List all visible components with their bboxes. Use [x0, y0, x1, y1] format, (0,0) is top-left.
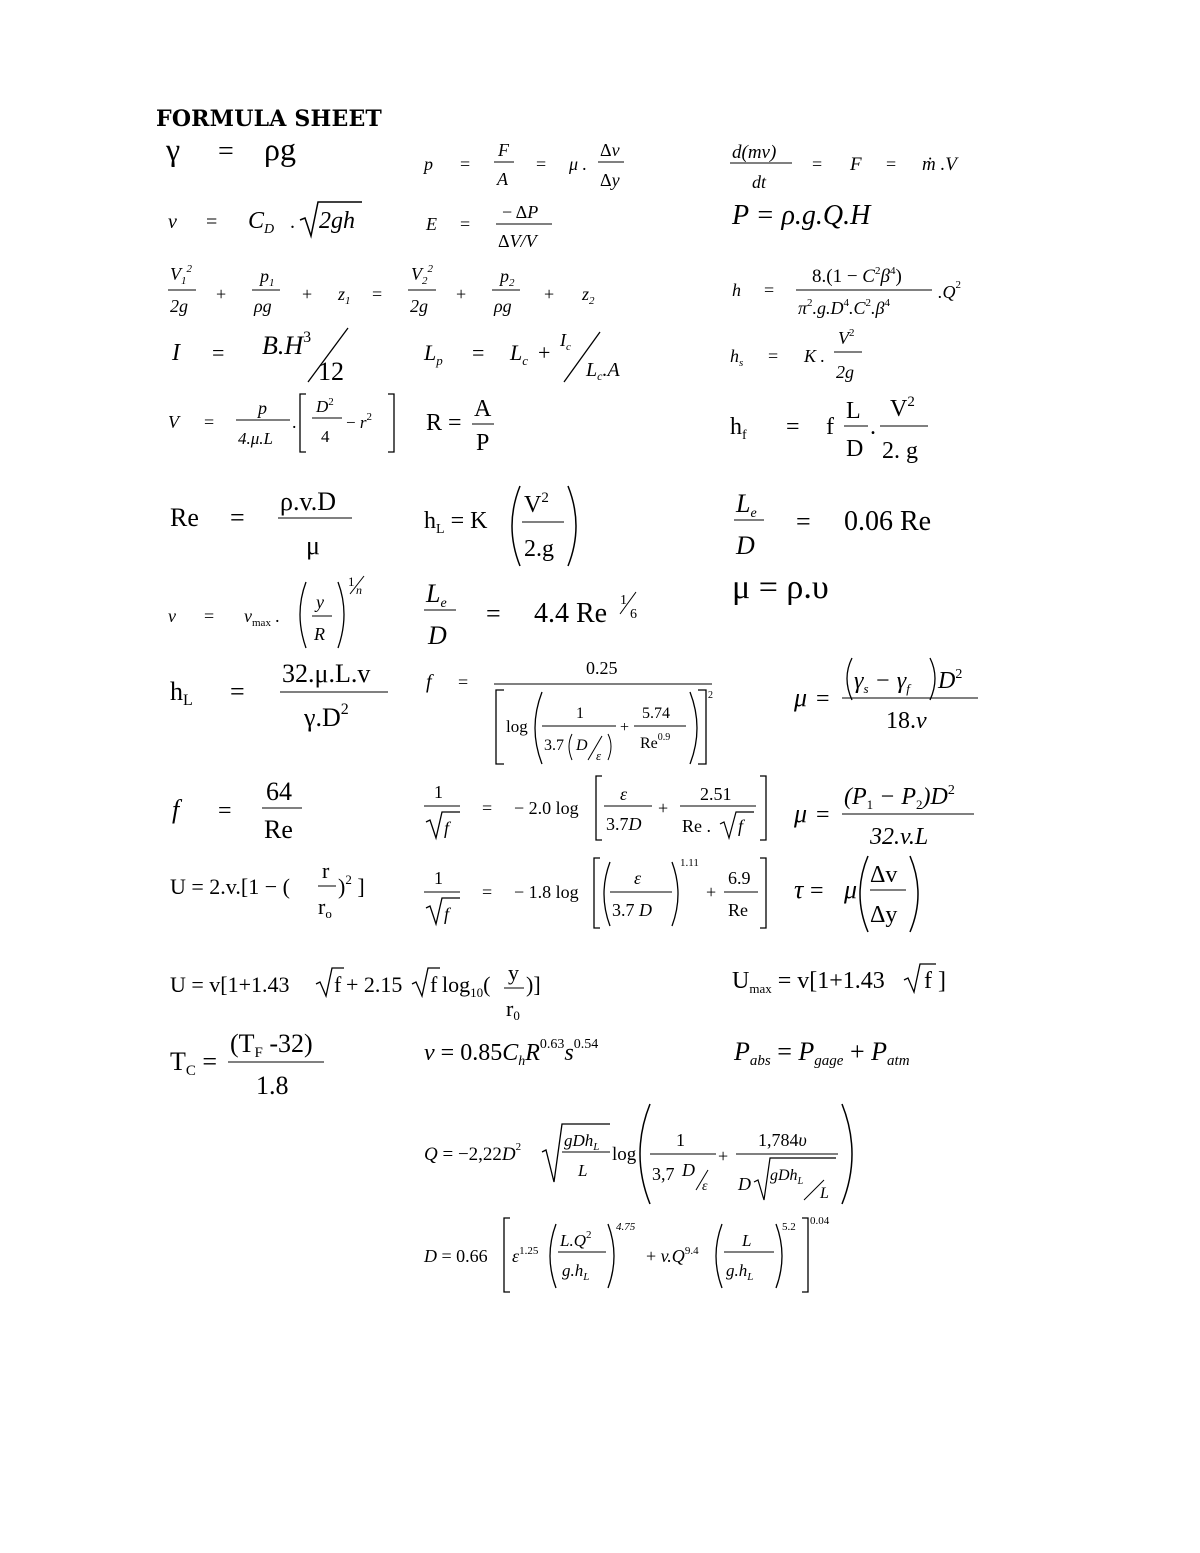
svg-text:D: D: [846, 436, 864, 462]
svg-text:f: f: [738, 816, 744, 836]
svg-text:32.v.L: 32.v.L: [870, 824, 929, 850]
svg-text:Umax = v[1+1.43: $U_{max} = v[1+1.43$: [732, 968, 885, 996]
svg-text:=: =: [786, 414, 800, 440]
svg-text:Lc: $L_c$: [510, 340, 529, 368]
formula-venturi-head: [730, 258, 990, 324]
page-title: FORMULA SHEET: [156, 106, 382, 132]
svg-text:f: f: [444, 904, 450, 924]
svg-text:.: .: [870, 414, 876, 440]
svg-text:=: =: [218, 136, 234, 167]
svg-text:V2: $V^2$: [524, 490, 549, 518]
svg-text:1.11: 1.11: [680, 857, 699, 869]
svg-text:=: =: [486, 599, 501, 628]
svg-text:=: =: [206, 211, 218, 233]
svg-text:μ: μ: [306, 531, 320, 560]
svg-text:+: +: [544, 284, 555, 304]
formula-colebrook: [424, 772, 784, 846]
formula-temperature-conversion: [170, 1024, 340, 1100]
svg-text:vmax .: $v_{max}$ .: [244, 606, 280, 629]
formula-capillary-viscometer: [794, 776, 994, 852]
formula-haaland: [424, 852, 784, 932]
formula-power-law-profile: [166, 570, 386, 650]
svg-text:D: D: [428, 621, 447, 650]
svg-text:Lc.A: $L_c.A$: [586, 359, 620, 383]
formula-darcy-weisbach: [730, 392, 950, 466]
svg-text:Δy: Δy: [870, 902, 898, 928]
formula-reynolds-number: [170, 482, 370, 562]
svg-text:Δv: Δv: [600, 140, 620, 160]
svg-text:=: =: [458, 672, 469, 692]
svg-text:Re: Re: [264, 815, 293, 844]
svg-text:)2 ]: )$^2$ ]: [338, 872, 365, 899]
svg-text:L: L: [846, 398, 861, 424]
formula-swamee-jain-discharge: [424, 1100, 864, 1210]
svg-text:γs − γf: $\gamma_s - \gamma_f$: [854, 668, 910, 696]
svg-text:v = 0.85ChR0.63s0.54: $v = 0.85C_hR^{0.63}s^{0.54}$: [424, 1037, 599, 1069]
svg-text:V22: $V_2^2$: [411, 263, 433, 287]
svg-text:=: =: [810, 878, 824, 904]
svg-text:3,7: 3,7: [652, 1164, 675, 1184]
svg-text:Lp: $L_p$: [424, 340, 443, 368]
formula-newton-viscosity-law: [794, 852, 944, 936]
formula-minor-loss-k: [424, 482, 594, 572]
svg-text:− 1.8 log: − 1.8 log: [514, 882, 579, 902]
svg-text:p1: $p_1$: [260, 266, 275, 289]
svg-text:ρg: ρg: [494, 296, 512, 316]
svg-text:F: F: [850, 154, 862, 175]
svg-text:r: r: [322, 858, 330, 883]
formula-turbulent-entrance-length: [424, 576, 654, 652]
svg-text:Ic: $I_c$: [560, 330, 571, 353]
svg-text:− r2: − $r^2$: [346, 411, 372, 432]
svg-text:Le: Le: [426, 579, 447, 611]
svg-text:ρg: ρg: [264, 131, 296, 167]
svg-text:A: A: [497, 169, 508, 189]
svg-text:ε: ε: [634, 868, 642, 888]
svg-text:L: L: [820, 1185, 829, 1202]
svg-text:=: =: [482, 798, 493, 818]
svg-text:I: I: [172, 340, 180, 366]
svg-text:D2: $D^2$: [938, 667, 963, 694]
svg-text:v: v: [168, 211, 177, 233]
svg-text:ε: ε: [702, 1179, 708, 1194]
svg-text:D: D: [736, 531, 755, 560]
svg-text:0.06 Re: 0.06 Re: [844, 506, 932, 537]
svg-text:Le: Le: [736, 489, 757, 521]
svg-text:TC =: TC =: [170, 1047, 218, 1079]
svg-text:D: D: [682, 1160, 695, 1180]
svg-text:+ 2.15: + 2.15: [346, 972, 403, 997]
svg-text:=: =: [204, 412, 215, 432]
svg-text:+: +: [706, 882, 717, 902]
svg-text:Re0.9: $Re^{0.9}$: [640, 732, 671, 752]
svg-text:Q = −2,22D2: $Q = -2,22D^2$: [424, 1141, 522, 1165]
svg-text:0.04: 0.04: [810, 1215, 830, 1227]
formula-hydraulic-power: [732, 196, 912, 236]
svg-text:=: =: [204, 606, 215, 626]
svg-text:Re: Re: [728, 900, 748, 920]
svg-text:ε1.25: $\varepsilon^{1.25}$: [512, 1245, 539, 1266]
svg-text:ΔV/V: ΔV/V: [498, 231, 537, 251]
svg-text:CD: $C_D$: [248, 208, 275, 237]
svg-text:2.g: 2.g: [524, 536, 554, 562]
svg-text:1: 1: [434, 782, 443, 802]
svg-text:2gh: 2gh: [319, 208, 355, 234]
svg-text:D: D: [738, 1174, 751, 1194]
formula-absolute-pressure: [734, 1030, 954, 1074]
svg-text:=: =: [816, 802, 830, 828]
svg-text:+: +: [216, 284, 227, 304]
svg-text:ε: ε: [620, 784, 628, 804]
svg-text:ρg: ρg: [254, 296, 272, 316]
svg-text:r0: r0: [506, 996, 520, 1023]
svg-text:hL = K: $h_L = K$: [424, 508, 488, 537]
svg-text:1.8: 1.8: [256, 1071, 289, 1100]
svg-text:.: .: [290, 211, 295, 233]
formula-specific-weight: [166, 132, 316, 172]
svg-text:y: y: [316, 592, 324, 612]
svg-text:τ: τ: [794, 875, 804, 904]
svg-text:=: =: [472, 340, 485, 365]
svg-text:V12: $V_1^2$: [170, 263, 192, 287]
svg-text:1: 1: [576, 705, 584, 722]
formula-hagen-poiseuille: [170, 656, 400, 736]
svg-text:log: log: [506, 717, 528, 736]
svg-text:.: .: [292, 412, 297, 432]
svg-text:μ: μ: [794, 683, 808, 712]
svg-text:(TF -32): (TF -32): [230, 1029, 313, 1061]
svg-text:μ: μ: [794, 799, 808, 828]
svg-text:=: =: [372, 284, 383, 304]
formula-laminar-velocity-ratio: [170, 856, 390, 926]
svg-text:1: 1: [620, 593, 627, 608]
svg-text:z1: $z_1$: [338, 284, 351, 307]
svg-text:K .: K .: [804, 346, 826, 366]
svg-text:4.μ.L: 4.μ.L: [238, 429, 273, 448]
svg-text:64: 64: [266, 777, 292, 806]
svg-text:y: y: [508, 960, 519, 985]
svg-text:P: P: [476, 430, 490, 456]
svg-text:ρ.v.D: ρ.v.D: [280, 487, 337, 516]
svg-text:3.7 D: 3.7 D: [612, 900, 652, 920]
formula-bernoulli: [166, 262, 616, 322]
svg-text:3.7D: 3.7D: [606, 814, 642, 834]
svg-text:hL: hL: [170, 677, 193, 709]
svg-text:2: 2: [708, 690, 713, 701]
svg-text:ε: ε: [596, 748, 602, 763]
svg-text:2g: 2g: [836, 362, 854, 382]
svg-text:=: =: [816, 686, 830, 712]
svg-text:f: f: [826, 414, 834, 440]
formula-orifice-velocity: [166, 198, 376, 243]
svg-text:+: +: [302, 284, 313, 304]
formula-laminar-velocity-profile: [166, 390, 406, 456]
svg-text:E: E: [426, 214, 437, 234]
formula-max-velocity: [732, 958, 972, 998]
formula-momentum-force: [730, 138, 980, 198]
svg-text:μ = ρ.υ: μ = ρ.υ: [732, 569, 829, 606]
svg-text:8.(1 − C2β4): $8.(1 - C^2\beta^4)$: [812, 265, 902, 287]
svg-text:f: f: [426, 671, 432, 693]
svg-text:gDhL: gDh$_L$: [564, 1131, 600, 1153]
formula-bulk-modulus: [424, 198, 574, 258]
svg-text:D2: $D^2$: [316, 396, 334, 416]
svg-text:γ: γ: [166, 131, 181, 167]
svg-text:π2.g.D4.C2.β4: $\pi^2.g.D^4.C^2.\beta^4$: [798, 297, 891, 318]
svg-text:gDhL: gDh$_L$: [770, 1167, 804, 1187]
svg-text:L: L: [578, 1161, 588, 1180]
svg-text:d(mv): d(mv): [732, 142, 777, 163]
svg-text:+: +: [620, 719, 630, 736]
svg-text:f: f: [430, 972, 438, 997]
svg-text:z2: $z_2$: [582, 284, 595, 307]
formula-hydraulic-radius: [424, 392, 524, 456]
svg-text:=: =: [536, 154, 547, 174]
svg-text:1: 1: [434, 868, 443, 888]
svg-text:n: n: [356, 583, 362, 597]
svg-text:V2: $V^2$: [890, 394, 915, 422]
svg-text:Pabs = Pgage + Patm: Pabs = Pgage + Patm: [734, 1037, 910, 1069]
svg-text:12: 12: [318, 357, 344, 386]
svg-text:F: F: [498, 140, 509, 160]
svg-text:P = ρ.g.Q.H: P = ρ.g.Q.H: [732, 200, 871, 231]
formula-minor-loss-head: [730, 326, 890, 386]
svg-text:18.v: 18.v: [886, 708, 927, 734]
svg-text:=: =: [460, 154, 471, 174]
svg-text:V2: $V^2$: [838, 327, 855, 348]
svg-text:f: f: [172, 795, 180, 824]
svg-text:dt: dt: [752, 172, 767, 192]
svg-text:B.H3: $B.H^3$: [262, 329, 312, 360]
svg-text:hf: $h_f$: [730, 414, 747, 443]
svg-text:g.hL: $g.h_L$: [562, 1261, 590, 1283]
svg-text:2. g: 2. g: [882, 438, 918, 464]
svg-text:]: ]: [938, 968, 946, 994]
svg-text:hs: $h_s$: [730, 346, 744, 369]
svg-text:v: v: [168, 606, 176, 626]
formula-dynamic-viscosity: [732, 566, 892, 610]
svg-text:=: =: [812, 154, 823, 174]
svg-text:L.Q2: $L.Q^2$: [560, 1229, 592, 1250]
svg-text:=: =: [460, 214, 471, 234]
svg-text:f: f: [444, 818, 450, 838]
svg-text:+: +: [658, 798, 669, 818]
svg-text:Re .: Re .: [682, 816, 711, 836]
svg-text:5.74: 5.74: [642, 705, 670, 722]
svg-text:log: log: [612, 1144, 637, 1165]
svg-text:U = v[1+1.43: U = v[1+1.43: [170, 972, 290, 997]
svg-text:D = 0.66: D = 0.66: [424, 1246, 488, 1266]
svg-text:ṁ .V: ṁ .V: [922, 154, 957, 175]
svg-text:A: A: [474, 396, 492, 422]
svg-text:μ .: μ .: [569, 154, 588, 174]
svg-text:=: =: [886, 154, 897, 174]
svg-text:=: =: [230, 503, 245, 532]
svg-text:6: 6: [630, 607, 637, 622]
svg-text:Re: Re: [170, 503, 199, 532]
svg-text:+: +: [538, 340, 551, 365]
svg-text:5.2: 5.2: [782, 1221, 796, 1233]
svg-text:(P1 − P2)D2: $(P_1 - P_2)D^2$: [844, 783, 955, 812]
svg-text:=: =: [768, 346, 779, 366]
svg-text:)]: )]: [526, 972, 541, 997]
svg-text:R: R: [314, 624, 325, 644]
svg-text:h: h: [732, 280, 741, 300]
formula-swamee-jain-diameter: [424, 1212, 844, 1296]
svg-text:p: p: [258, 398, 267, 418]
formula-falling-sphere-viscometer: [794, 650, 994, 736]
svg-text:=: =: [212, 340, 225, 365]
svg-text:1: 1: [676, 1130, 685, 1150]
svg-text:μ: μ: [844, 875, 858, 904]
formula-swamee-jain: [424, 652, 724, 770]
svg-text:+: +: [718, 1146, 729, 1166]
formula-hazen-williams: [424, 1030, 654, 1070]
formula-laminar-friction-factor: [170, 774, 320, 850]
svg-text:=: =: [764, 280, 775, 300]
svg-text:6.9: 6.9: [728, 868, 751, 888]
svg-text:p2: $p_2$: [500, 266, 515, 289]
formula-laminar-entrance-length: [734, 484, 954, 562]
svg-text:Δy: Δy: [600, 170, 620, 190]
svg-text:=: =: [796, 507, 811, 536]
svg-text:ro: ro: [318, 894, 332, 921]
svg-text:1,784υ: 1,784υ: [758, 1130, 807, 1150]
svg-text:− ΔP: − ΔP: [502, 202, 539, 222]
formula-center-of-pressure: [424, 324, 654, 384]
svg-text:Δv: Δv: [870, 862, 898, 888]
svg-text:4: 4: [321, 427, 330, 446]
svg-text:− 2.0 log: − 2.0 log: [514, 798, 579, 818]
svg-text:D: D: [576, 737, 588, 754]
formula-shear-stress-viscosity: [424, 138, 644, 198]
svg-text:f: f: [334, 972, 342, 997]
svg-text:1: 1: [348, 574, 355, 589]
svg-text:2.51: 2.51: [700, 784, 732, 804]
svg-text:g.hL: $g.h_L$: [726, 1261, 754, 1283]
svg-text:log10(: $\log_{10}$(: [442, 972, 491, 1000]
formula-turbulent-velocity-profile: [170, 958, 550, 1024]
svg-text:γ.D2: $\gamma.D^2$: [304, 701, 349, 732]
svg-text:V: V: [168, 412, 179, 432]
svg-text:f: f: [924, 968, 932, 994]
svg-text:3.7: 3.7: [544, 737, 564, 754]
svg-text:2g: 2g: [410, 296, 428, 316]
svg-text:U = 2.v.[1 − (: U = 2.v.[1 − (: [170, 874, 290, 899]
svg-text:=: =: [218, 798, 232, 824]
svg-text:=: =: [230, 677, 245, 706]
svg-text:+: +: [456, 284, 467, 304]
svg-text:p: p: [424, 154, 433, 174]
svg-text:4.4 Re: 4.4 Re: [534, 598, 608, 629]
svg-text:R =: R =: [426, 410, 462, 436]
svg-text:4.75: 4.75: [616, 1221, 636, 1233]
svg-text:=: =: [482, 882, 493, 902]
svg-text:+ v.Q9.4: + $v.Q^{9.4}$: [646, 1245, 699, 1266]
formula-moment-of-inertia: [168, 322, 368, 384]
svg-text:2g: 2g: [170, 296, 188, 316]
svg-text:L: L: [742, 1231, 752, 1250]
svg-text:.Q2: $.Q^2$: [938, 279, 961, 302]
svg-text:32.μ.L.v: 32.μ.L.v: [282, 659, 371, 688]
svg-text:0.25: 0.25: [586, 658, 618, 678]
